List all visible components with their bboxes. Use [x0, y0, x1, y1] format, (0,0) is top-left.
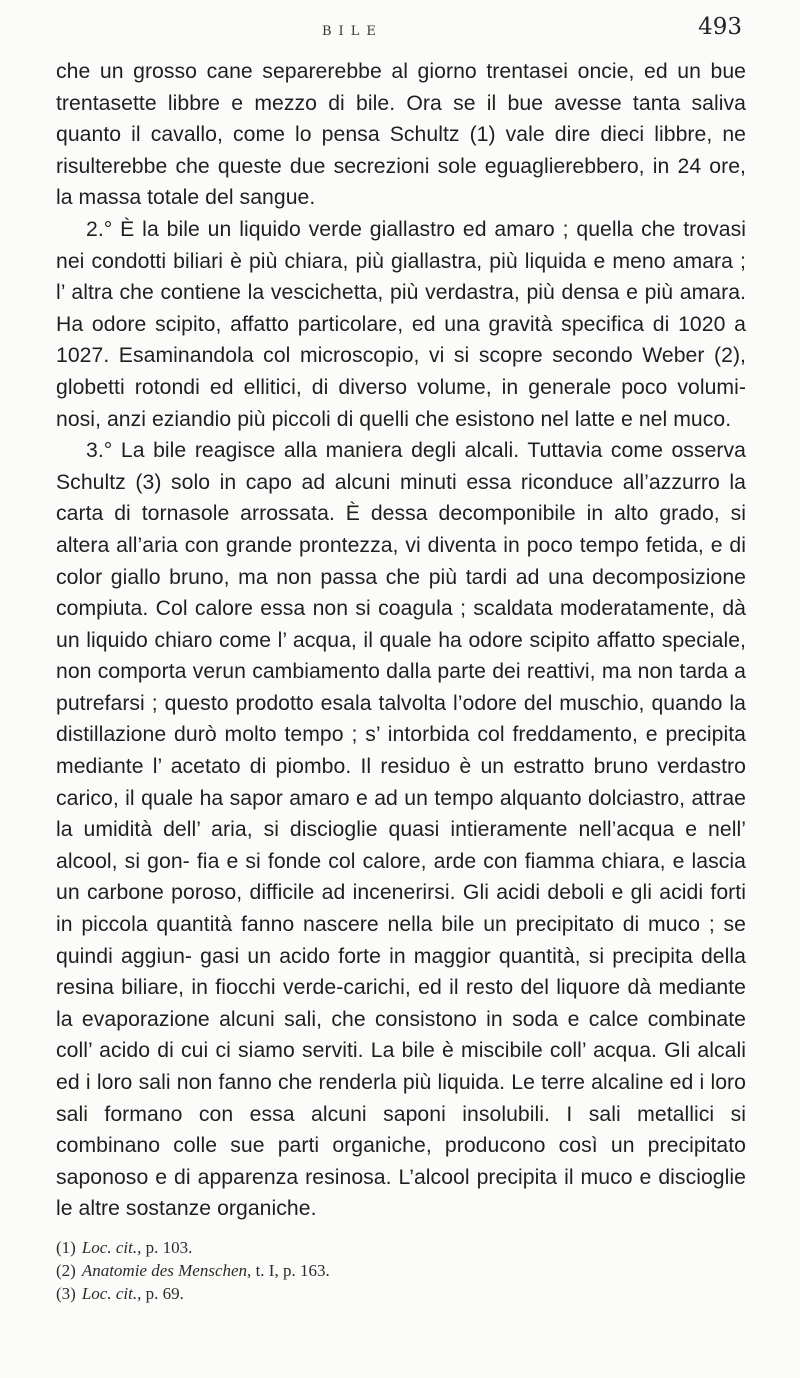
footnote-detail: p. 69. [145, 1284, 184, 1303]
footnote-source: Loc. cit., [81, 1238, 142, 1257]
footnote-3 [56, 1282, 746, 1305]
page-header [0, 10, 800, 50]
footnote-source: Anatomie des Menschen, [81, 1261, 252, 1280]
running-title: BILE [322, 24, 383, 39]
footnote-number: (2) [56, 1261, 76, 1280]
paragraph-2: 2.° È la bile un liquido verde giallastro ed amaro ; quella che trovasi nei condotti biliari è più chiara, più giallastra, più liquida e meno amara ; l’ altra che contiene la vescichetta, più verdastra, più densa e più amara. Ha odore scipito, affatto particolare, ed una gravità specifica di 1020 a 1027. Esaminandola col microscopio, vi si scopre secondo Weber (2), globetti rotondi ed ellitici, di diverso volume, in generale poco volumi- nosi, anzi eziandio più piccoli di quelli che esistono nel latte e nel muco. [56, 217, 746, 431]
footnote-source: Loc. cit., [81, 1284, 142, 1303]
footnote-detail: p. 103. [145, 1238, 193, 1257]
footnote-2 [56, 1259, 746, 1282]
paragraph-3: 3.° La bile reagisce alla maniera degli alcali. Tuttavia come osserva Schultz (3) solo in capo ad alcuni minuti essa riconduce all’azzurro la carta di tornasole arrossata. È dessa decomponibile in alto grado, si altera all’aria con grande prontezza, vi diventa in poco tempo fetida, e di color giallo bruno, ma non passa che più tardi ad una decomposizione compiuta. Col calore essa non si coagula ; scaldata moderatamente, dà un liquido chiaro come l’ acqua, il quale ha odore scipito affatto speciale, non comporta verun cambiamento dalla parte dei reattivi, ma non tarda a putrefarsi ; questo prodotto esala talvolta l’odore del muschio, quando la distillazione durò molto tempo ; s’ intorbida col freddamento, e precipita mediante l’ acetato di piombo. Il residuo è un estratto bruno verdastro carico, il quale ha sapor amaro e ad un tempo alquanto dolciastro, attrae la umidità dell’ aria, si discioglie quasi intieramente nell’acqua e nell’ alcool, si gon- fia e si fonde col calore, arde con fiamma chiara, e lascia un carbone poroso, difficile ad incenerirsi. Gli acidi deboli e gli acidi forti in piccola quantità fanno nascere nella bile un precipitato di muco ; se quindi aggiun- gasi un acido forte in maggior quantità, si precipita della resina biliare, in fiocchi verde-carichi, ed il resto del liquore dà mediante la evaporazione alcuni sali, che consistono in soda e calce combinate coll’ acido di cui ci siamo serviti. La bile è miscibile coll’ acqua. Gli alcali ed i loro sali non fanno che renderla più liquida. Le terre alcaline ed i loro sali formano con essa alcuni saponi insolubili. I sali metallici si combinano colle sue parti organiche, producono così un precipitato saponoso e di apparenza resinosa. L’alcool precipita il muco e discioglie le altre sostanze organiche. [56, 439, 746, 1221]
page-number: 493 [698, 14, 742, 40]
paragraph-continuation: che un grosso cane separerebbe al giorno trentasei oncie, ed un bue trentasette libbre e mezzo di bile. Ora se il bue avesse tanta saliva quanto il cavallo, come lo pensa Schultz (1) vale dire dieci libbre, ne risulterebbe che queste due secrezioni sole eguaglierebbero, in 24 ore, la massa totale del sangue. [56, 60, 746, 210]
footnote-1 [56, 1236, 746, 1259]
footnotes [56, 1236, 746, 1305]
footnote-detail: t. I, p. 163. [255, 1261, 330, 1280]
footnote-number: (3) [56, 1284, 76, 1303]
footnote-number: (1) [56, 1238, 76, 1257]
body-text [56, 56, 746, 1225]
